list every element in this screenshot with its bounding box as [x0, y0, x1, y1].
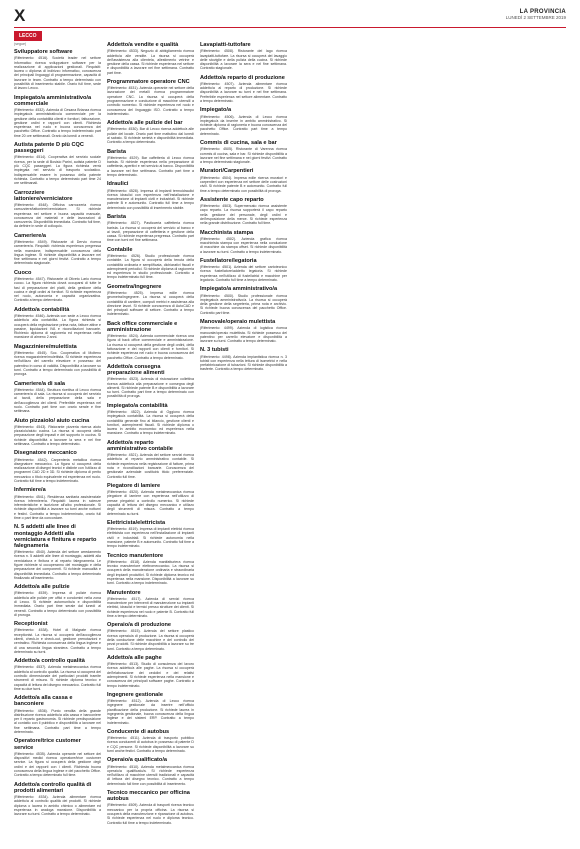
- job-title: Idraulici: [107, 181, 129, 188]
- job-ad: [14, 658, 101, 691]
- job-description: (Riferimento: 4516). Società leader nel settore informatico ricerca sviluppatore software per la realizzazione di applicazioni gestionali. Requisiti: laurea o diploma di indirizzo informatico, conoscenza dei principali linguaggi di programmazione, capacità di lavorare in team. Contratto a tempo determinato con possibilità di inserimento stabile. Orario full time, sede di lavoro Lecco.: [14, 56, 101, 91]
- job-ad: [107, 403, 194, 436]
- job-ad: [14, 782, 101, 817]
- job-description: (Riferimento: 4501). Azienda del settore cartotecnico ricerca fustellatore/addetto legatoria. Si richiede esperienza nell'utilizzo di fustellatrici e macchine per legatoria. Contratto full time a tempo determinato.: [200, 265, 287, 283]
- job-title: N. 3 tubisti: [200, 347, 229, 354]
- job-description: (Riferimento: 4503). Supermercato ricerca assistente capo reparto. La risorsa supporterà il capo reparto nella gestione del personale, degli ordini e dell'esposizione della merce. Si richiede esperienza nella grande distribuzione. Contratto full time.: [200, 204, 287, 226]
- job-description: (Riferimento: 4532). Azienda di Cesana Brianza ricerca impiegato/a amministrativo/a commerciale per la gestione della contabilità clienti e fornitori, fatturazione, gestione ordini e rapporti con clienti. Richiesta esperienza nel ruolo e buona conoscenza del pacchetto Office. Contratto a tempo indeterminato part time 20 ore settimanali. Orario da lunedì a venerdì.: [14, 107, 101, 138]
- job-ad: [107, 364, 194, 399]
- job-title: Addetto/a consegna preparazione alimenti: [107, 363, 165, 377]
- job-title: Addetto/a contabilità: [14, 306, 70, 313]
- page-number: X: [14, 6, 26, 25]
- job-ad: [14, 738, 101, 777]
- job-title: Elettricista/elettricista: [107, 519, 166, 526]
- continued-note: (segue): [14, 42, 27, 46]
- job-title: N. 5 addetti alle linee di montaggio Addetti alla verniciatura e finitura e reparto falegnameria: [14, 524, 97, 549]
- job-ad: [14, 142, 101, 185]
- job-title: Impiegato/a: [200, 107, 232, 114]
- job-description: (Riferimento: 4504). Impresa edile ricerca muratori e carpentieri con esperienza nel settore delle costruzioni civili. Si richiede patente B e automunito. Contratto full time a tempo determinato con possibilità di proroga.: [200, 175, 287, 193]
- job-description: (Riferimento: 4546). Azienda con sede a Lecco ricerca addetto/a alla contabilità. La figura richiesta si occuperà della registrazione prima nota, fatture attive e passive, liquidazioni IVA e riconciliazioni bancarie. Richiesto diploma di ragioneria ed esperienza nella mansione di almeno 2 anni.: [14, 313, 101, 340]
- job-title: Manovale/operaio mulettista: [200, 319, 276, 325]
- job-title: Tecnico meccanico per officina autobus: [107, 790, 190, 803]
- job-ad: [107, 284, 194, 317]
- job-ad: [107, 321, 194, 360]
- job-ad: [200, 168, 287, 192]
- job-title: Addetto/a controllo qualità: [14, 658, 85, 665]
- job-ad: [107, 42, 194, 75]
- job-description: (Riferimento: 4531). Azienda operante nel settore della lavorazione dei metalli ricerca programmatore operatore CNC. La risorsa si occuperà della programmazione e conduzione di macchine utensili a controllo numerico. Si richiede esperienza nel ruolo e conoscenza del linguaggio ISO. Contratto a tempo indeterminato.: [107, 86, 194, 116]
- job-description: (Riferimento: 4515). Azienda del settore plastico ricerca operaio/a di produzione. La risorsa si occuperà della conduzione delle macchine e del controllo dei pezzi prodotti. Si richiede disponibilità a lavorare su tre turni. Contratto a tempo determinato.: [107, 629, 194, 651]
- job-listings: [14, 42, 566, 842]
- job-title: Barista: [107, 148, 126, 155]
- job-ad: [107, 590, 194, 619]
- job-description: (Riferimento: 4543). Ristorante pizzeria ricerca aiuto pizzaiolo/aiuto cucina. La risorsa si occuperà della preparazione degli impasti e del supporto in cucina. Si richiede disponibilità a lavorare la sera e nel fine settimana. Contratto a tempo determinato.: [14, 424, 101, 447]
- job-title: Piegatore di lamiere: [107, 482, 161, 489]
- job-description: (Riferimento: 4502). Azienda grafica ricerca macchinista stampa con esperienza nella conduzione di macchine da stampa offset. Si richiede disponibilità a lavorare su turni. Contratto a tempo indeterminato.: [200, 236, 287, 254]
- job-description: (Riferimento: 4522). Azienda di Oggiono ricerca impiegato/a contabilità. La risorsa si occuperà della contabilità generale fino al bilancio, gestione clienti e fornitori, adempimenti fiscali. Si richiede diploma o laurea in ambito economico ed esperienza nella mansione. Contratto a tempo indeterminato.: [107, 409, 194, 436]
- job-description: (Riferimento: 4547). Ristorante di Oliveto Lario ricerca cuoco. La figura richiesta dovrà occuparsi di tutte le fasi di preparazione dei piatti, della gestione della cucina e degli ordini ai fornitori. Si richiede esperienza nel ruolo, autonomia e capacità organizzativa. Contratto a tempo determinato.: [14, 276, 101, 303]
- job-description: (Riferimento: 4524). Azienda commerciale ricerca una figura di back office commerciale e amministrazione. La risorsa si occuperà della gestione degli ordini, della fatturazione e dei rapporti con clienti e fornitori. Si richiede esperienza nel ruolo e buona conoscenza del pacchetto Office. Contratto a tempo determinato.: [107, 334, 194, 360]
- job-title: Addetto/a alle pulizie: [14, 584, 70, 591]
- job-ad: [200, 319, 287, 343]
- job-ad: [14, 233, 101, 266]
- job-description: (Riferimento: 4544). Struttura ricettiva di Lecco ricerca cameriere/a di sala. La risorsa si occuperà del servizio ai tavoli, della preparazione della sala e dell'accoglienza dei clienti. Preferibile esperienza nel ruolo. Contratto part time con orario serale e fine settimana.: [14, 387, 101, 414]
- job-title: Addetto/a alla cassa e banconiere: [14, 695, 73, 708]
- job-ad: [200, 230, 287, 254]
- job-description: (Riferimento: 4520). Azienda metalmeccanica ricerca piegatore di lamiere con esperienza nell'utilizzo di presse piegatrici a controllo numerico. Si richiede capacità di lettura del disegno meccanico e utilizzo degli strumenti di misura. Contratto a tempo determinato su turni.: [107, 490, 194, 516]
- job-ad: [14, 270, 101, 303]
- job-ad: [107, 655, 194, 688]
- job-description: (Riferimento: 4535). Azienda operante nel settore dei dispositivi medici ricerca operatore/trice customer service. La figura si occuperà della gestione degli ordini e dei rapporti con i clienti. Richiesta buona conoscenza della lingua inglese e del pacchetto Office. Contratto a tempo determinato full time.: [14, 751, 101, 778]
- job-ad: [14, 381, 101, 414]
- job-title: Magazziniere/mulettista: [14, 343, 77, 350]
- issue-date: LUNEDÌ 2 SETTEMBRE 2019: [505, 15, 566, 20]
- job-description: (Riferimento: 4538). Hotel di Malgrate ricerca receptionist. La risorsa si occuperà dell'accoglienza clienti, check-in e check-out, gestione prenotazioni e centralino. Richiesta conoscenza della lingua inglese e di una seconda lingua straniera. Contratto a tempo determinato su turni.: [14, 628, 101, 654]
- job-description: (Riferimento: 4549). Ristorante di Dervio ricerca cameriere/a. Requisiti: richiesta esperienza pregressa nella mansione, indispensabile conoscenza della lingua inglese. Si richiede disponibilità a lavorare nel fine settimana e nei giorni festivi. Contratto a tempo determinato stagionale.: [14, 239, 101, 266]
- job-title: Programmatore operatore CNC: [107, 78, 190, 85]
- job-ad: [14, 621, 101, 654]
- job-ad: [200, 347, 287, 371]
- job-title: Cameriere/a di sala: [14, 380, 65, 387]
- job-title: Manutentore: [107, 589, 141, 596]
- job-ad: [107, 692, 194, 725]
- job-ad: [107, 483, 194, 516]
- job-title: Lavapiatti-tuttofare: [200, 42, 251, 48]
- job-description: (Riferimento: 4499). Azienda di logistica ricerca manovale/operaio mulettista. Si richiede possesso del patentino per carrello elevatore e disponibilità a lavorare su turni. Contratto a tempo determinato.: [200, 326, 287, 344]
- job-description: (Riferimento: 4539). Impresa di pulizie ricerca addetto/a alle pulizie per uffici e condomini nella zona di Lecco. Si richiede automunito/a e disponibilità immediata. Orario part time serale dal lunedì al venerdì. Contratto a tempo determinato con possibilità di proroga.: [14, 591, 101, 617]
- job-description: (Riferimento: 4545). Soc. Cooperativa di Molteno ricerca magazziniere/mulettista. Si richiede esperienza nell'utilizzo del carrello elevatore e possesso del patentino in corso di validità. Disponibilità a lavorare su turni. Contratto a tempo determinato con possibilità di proroga.: [14, 350, 101, 377]
- job-ad: [107, 181, 194, 210]
- job-title: Autista patente D più CQC passeggeri: [14, 142, 84, 155]
- job-title: Commis di cucina, sala e bar: [200, 140, 277, 147]
- job-description: (Riferimento: 4541). Residenza sanitaria assistenziale ricerca infermiere/a. Requisiti: laurea in scienze infermieristiche e iscrizione all'albo professionale. Si richiede disponibilità a lavorare su turni anche notturni e festivi. Contratto a tempo indeterminato, orario full time o part time da concordare.: [14, 494, 101, 521]
- job-title: Impiegato/a amministrativo/a commerciale: [14, 94, 92, 107]
- job-ad: [107, 120, 194, 144]
- job-title: Conducente di autobus: [107, 728, 170, 735]
- job-ad: [200, 42, 287, 71]
- job-title: Carrozziere lattoniere/verniciatore: [14, 189, 73, 202]
- job-title: Addetto/a alle paghe: [107, 654, 162, 661]
- job-ad: [14, 487, 101, 520]
- job-description: (Riferimento: 4498). Azienda impiantistica ricerca n. 3 tubisti con esperienza nella lettura di isometrici e nella prefabbricazione di tubazioni. Si richiede disponibilità a trasferte. Contratto a tempo determinato.: [200, 354, 287, 372]
- job-title: Contabile: [107, 246, 133, 253]
- job-ad: [14, 584, 101, 617]
- job-description: (Riferimento: 4528). Impresa di impianti termoidraulici ricerca idraulici con esperienza nell'installazione e manutenzione di impianti civili e industriali. Si richiede patente B e automunito. Contratto full time a tempo determinato con possibilità di inserimento stabile.: [107, 188, 194, 210]
- job-ad: [107, 214, 194, 243]
- job-title: Cameriere/a: [14, 232, 47, 239]
- job-description: (Riferimento: 4514). Cooperativa del servizio sociale ricerca, per la sede di Bosisio Parini, autista patente D più CQC passeggeri. La figura richiesta verrà impiegata nel servizio di trasporto scolastico. Indispensabile essere in possesso della patente richiesta. Contratto a tempo determinato part time 24 ore settimanali.: [14, 155, 101, 186]
- job-description: (Riferimento: 4534). Azienda alimentare ricerca addetto/a al controllo qualità dei prodotti. Si richiede diploma o laurea in ambito chimico o alimentare ed esperienza in analoga mansione. Disponibilità a lavorare su turni. Contratto a tempo determinato.: [14, 794, 101, 817]
- job-description: (Riferimento: 4517). Azienda di servizi ricerca manutentore per interventi di manutenzione su impianti elettrici, idraulici e termici presso strutture dei clienti. Si richiede esperienza nel ruolo e patente B. Contratto full time a tempo determinato.: [107, 596, 194, 618]
- job-title: Infermiere/a: [14, 487, 46, 494]
- job-title: Sviluppatore software: [14, 49, 73, 55]
- job-description: (Riferimento: 4542). Carpenteria metallica ricerca disegnatore meccanico. La figura si occuperà della realizzazione di disegni tecnici e distinte con l'utilizzo di programmi CAD 2D e 3D. Si richiede diploma di perito meccanico o titolo equivalente ed esperienza nel ruolo. Contratto full time a tempo indeterminato.: [14, 457, 101, 484]
- job-description: (Riferimento: 4500). Studio professionale ricerca impiegato/a amministrativo/a. La risorsa si occuperà della gestione della segreteria, prima nota e archivio. Si richiede buona conoscenza del pacchetto Office. Contratto part time.: [200, 293, 287, 315]
- job-title: Tecnico manutentore: [107, 552, 164, 559]
- job-ad: [200, 286, 287, 315]
- job-ad: [107, 79, 194, 116]
- job-ad: [107, 790, 194, 825]
- job-title: Geometra/ingegnere: [107, 283, 162, 290]
- job-description: (Riferimento: 4530). Bar di Lecco ricerca addetto/a alle pulizie del locale. Orario part time mattutino dal lunedì al sabato. Si richiede serietà e disponibilità immediata. Contratto a tempo determinato.: [107, 127, 194, 145]
- job-description: (Riferimento: 4518). Azienda manifatturiera ricerca tecnico manutentore elettromeccanico. La risorsa si occuperà della manutenzione ordinaria e straordinaria degli impianti produttivi. Si richiede diploma tecnico ed esperienza nella mansione. Disponibilità a lavorare su turni. Contratto a tempo indeterminato.: [107, 559, 194, 586]
- masthead: [506, 9, 566, 20]
- job-description: (Riferimento: 4513). Studio di consulenza del lavoro ricerca addetto/a alle paghe. La risorsa si occuperà dell'elaborazione dei cedolini e dei relativi adempimenti. Si richiede esperienza nella mansione e conoscenza dei principali software paghe. Contratto a tempo indeterminato.: [107, 662, 194, 688]
- job-title: Barista: [107, 214, 126, 221]
- job-title: Operatore/trice customer service: [14, 738, 81, 751]
- job-description: (Riferimento: 4527). Pasticceria caffetteria ricerca barista. La risorsa si occuperà del servizio al banco e ai tavoli, preparazione di caffetteria e gestione della cassa. Si richiede esperienza pregressa. Contratto part time con turni nel fine settimana.: [107, 221, 194, 243]
- job-ad: [14, 95, 101, 138]
- job-title: Disegnatore meccanico: [14, 450, 77, 457]
- job-title: Macchinista stampa: [200, 229, 254, 236]
- job-ad: [107, 729, 194, 753]
- job-ad: [200, 140, 287, 164]
- job-description: (Riferimento: 4512). Azienda di Lecco ricerca ingegnere gestionale da inserire nell'ufficio pianificazione della produzione. Si richiede laurea in ingegneria gestionale, buona conoscenza della lingua inglese e dei sistemi ERP. Contratto a tempo indeterminato.: [107, 699, 194, 725]
- job-description: (Riferimento: 4523). Azienda di ristorazione collettiva ricerca addetto/a alla preparazione e consegna degli alimenti. Si richiede patente B e disponibilità a lavorare su turni. Contratto part time a tempo determinato con possibilità di proroga.: [107, 377, 194, 399]
- job-title: Receptionist: [14, 621, 48, 628]
- job-description: (Riferimento: 4540). Azienda del settore arredamento ricerca n. 5 addetti alle linee di montaggio, addetti alla verniciatura e finitura e al reparto falegnameria. Le figure richieste si occuperanno del montaggio e della preparazione dei componenti. Si richiede manualità e disponibilità immediata. Contratto a tempo determinato finalizzato all'inserimento.: [14, 550, 101, 580]
- job-title: Assistente capo reparto: [200, 196, 264, 203]
- job-description: (Riferimento: 4521). Azienda del settore servizi ricerca addetto/a al reparto amministrativo contabile. Si richiede esperienza nella registrazione di fatture, prima nota e riconciliazioni bancarie. Conoscenza del gestionale aziendale costituirà titolo preferenziale. Contratto full time.: [107, 453, 194, 479]
- job-title: Fustellatore/legatoria: [200, 257, 257, 264]
- job-description: (Riferimento: 4526). Studio professionale ricerca contabile. La figura si occuperà della tenuta della contabilità ordinaria e semplificata, dichiarativi fiscali e adempimenti periodici. Si richiede diploma di ragioneria ed esperienza in studio professionale. Contratto a tempo indeterminato full time.: [107, 253, 194, 280]
- job-description: (Riferimento: 4508). Ristorante del lago ricerca lavapiatti-tuttofare. La risorsa si occuperà del lavaggio delle stoviglie e della pulizia della cucina. Si richiede disponibilità a lavorare la sera e nel fine settimana. Contratto stagionale.: [200, 49, 287, 71]
- job-ad: [107, 520, 194, 549]
- section-tag: LECCO: [14, 31, 42, 41]
- newspaper-name: LA PROVINCIA: [519, 9, 566, 15]
- job-ad: [14, 307, 101, 340]
- job-title: Impiegato/a contabilità: [107, 402, 168, 409]
- job-description: (Riferimento: 4505). Ristorante di Varenna ricerca commis di cucina, sala e bar. Si richiede disponibilità a lavorare nel fine settimana e nei giorni festivi. Contratto a tempo determinato stagionale.: [200, 147, 287, 165]
- job-description: (Riferimento: 4509). Azienda di trasporti ricerca tecnico meccanico per la propria officina. La risorsa si occuperà della manutenzione e riparazione di autobus. Si richiede esperienza nel ruolo e diploma tecnico. Contratto full time a tempo indeterminato.: [107, 803, 194, 825]
- header-rule: [14, 27, 566, 28]
- job-description: (Riferimento: 4511). Azienda di trasporto pubblico ricerca conducenti di autobus in possesso di patente D e CQC persone. Si richiede disponibilità a lavorare su turni anche festivi. Contratto a tempo determinato.: [107, 736, 194, 754]
- job-ad: [200, 258, 287, 282]
- job-description: (Riferimento: 4529). Bar caffetteria di Lecco ricerca barista. Si richiede esperienza nella preparazione di caffetteria, aperitivi e nel servizio al banco. Disponibilità a lavorare nel fine settimana. Contratto part time a tempo determinato.: [107, 155, 194, 178]
- job-ad: [200, 107, 287, 136]
- job-description: (Riferimento: 4519). Impresa di impianti elettrici ricerca elettricista con esperienza nell'installazione di impianti civili e industriali. Si richiede autonomia nella mansione, patente B e automunito. Contratto full time a tempo indeterminato.: [107, 527, 194, 549]
- job-ad: [200, 197, 287, 226]
- job-title: Ingegnere gestionale: [107, 691, 163, 698]
- job-title: Addetto/a vendite e qualità: [107, 42, 179, 48]
- job-ad: [14, 450, 101, 483]
- job-title: Addetto/a reparto amministrativo contabile: [107, 439, 173, 452]
- job-title: Operaio/a di produzione: [107, 622, 172, 629]
- job-ad: [107, 553, 194, 586]
- page-header: [0, 0, 580, 30]
- job-title: Back office commerciale e amministrazione: [107, 320, 178, 333]
- job-ad: [107, 757, 194, 786]
- job-ad: [107, 440, 194, 479]
- job-title: Addetto/a reparto di produzione: [200, 74, 285, 81]
- job-description: (Riferimento: 4506). Azienda di Lecco ricerca impiegato/a da inserire in ambito amministrativo. Si richiede diploma di ragioneria e buona conoscenza del pacchetto Office. Contratto part time a tempo determinato.: [200, 114, 287, 136]
- job-title: Aiuto pizzaiolo/ aiuto cucina: [14, 417, 90, 424]
- job-title: Muratori/Carpentieri: [200, 168, 254, 175]
- job-ad: [107, 247, 194, 280]
- job-description: (Riferimento: 4510). Azienda metalmeccanica ricerca operaio/a qualificato/a. Si richiede esperienza nell'utilizzo di macchine utensili tradizionali e capacità di lettura del disegno tecnico. Contratto a tempo determinato full time con possibilità di inserimento.: [107, 764, 194, 786]
- job-title: Addetto/a controllo qualità di prodotti alimentari: [14, 781, 92, 794]
- job-title: Impiegato/a amministrativo/a: [200, 286, 278, 293]
- job-ad: [107, 622, 194, 651]
- job-ad: [200, 75, 287, 104]
- job-ad: [14, 49, 101, 91]
- job-title: Cuoco: [14, 269, 32, 276]
- job-description: (Riferimento: 4536). Punto vendita della grande distribuzione ricerca addetto/a alla cassa e banconiere per il reparto gastronomia. Si richiede predisposizione al contatto con il pubblico e disponibilità a lavorare nel fine settimana. Contratto part time a tempo determinato.: [14, 708, 101, 735]
- job-ad: [14, 695, 101, 734]
- job-description: (Riferimento: 4548). Officina carrozzeria ricerca carrozziere/lattoniere/verniciatore. Si richiede esperienza nel settore e buona capacità manuale, conoscenza dei materiali e delle lavorazioni di carrozzeria. Disponibilità immediata. Contratto full time, da definire in sede di colloquio.: [14, 202, 101, 229]
- job-title: Addetto/a alle pulizie del bar: [107, 120, 183, 127]
- job-ad: [14, 190, 101, 229]
- job-ad: [107, 149, 194, 178]
- job-ad: [14, 418, 101, 447]
- job-description: (Riferimento: 4537). Azienda metalmeccanica ricerca addetto/a al controllo qualità. La risorsa si occuperà del controllo dimensionale dei particolari prodotti tramite strumenti di misura. Si richiede diploma tecnico e capacità di lettura del disegno meccanico. Contratto full time su due turni.: [14, 665, 101, 691]
- job-description: (Riferimento: 4533). Negozio di abbigliamento ricerca addetto/a alle vendite. La risorsa si occuperà dell'assistenza alla clientela, allestimento vetrine e gestione della cassa. Si richiede esperienza nel settore e disponibilità a lavorare nel fine settimana. Contratto part time.: [107, 49, 194, 75]
- job-title: Operaio/a qualificato/a: [107, 757, 167, 764]
- job-ad: [14, 524, 101, 580]
- job-description: (Riferimento: 4507). Azienda alimentare ricerca addetto/a al reparto di produzione. Si richiede disponibilità a lavorare su turni e nel fine settimana. Preferibile esperienza nel settore alimentare. Contratto a tempo determinato.: [200, 81, 287, 104]
- job-ad: [14, 344, 101, 377]
- job-description: (Riferimento: 4525). Impresa edile ricerca geometra/ingegnere. La risorsa si occuperà della contabilità di cantiere, computi metrici e assistenza alla direzione lavori. Si richiede conoscenza di AutoCAD e dei principali software di settore. Contratto a tempo indeterminato.: [107, 290, 194, 317]
